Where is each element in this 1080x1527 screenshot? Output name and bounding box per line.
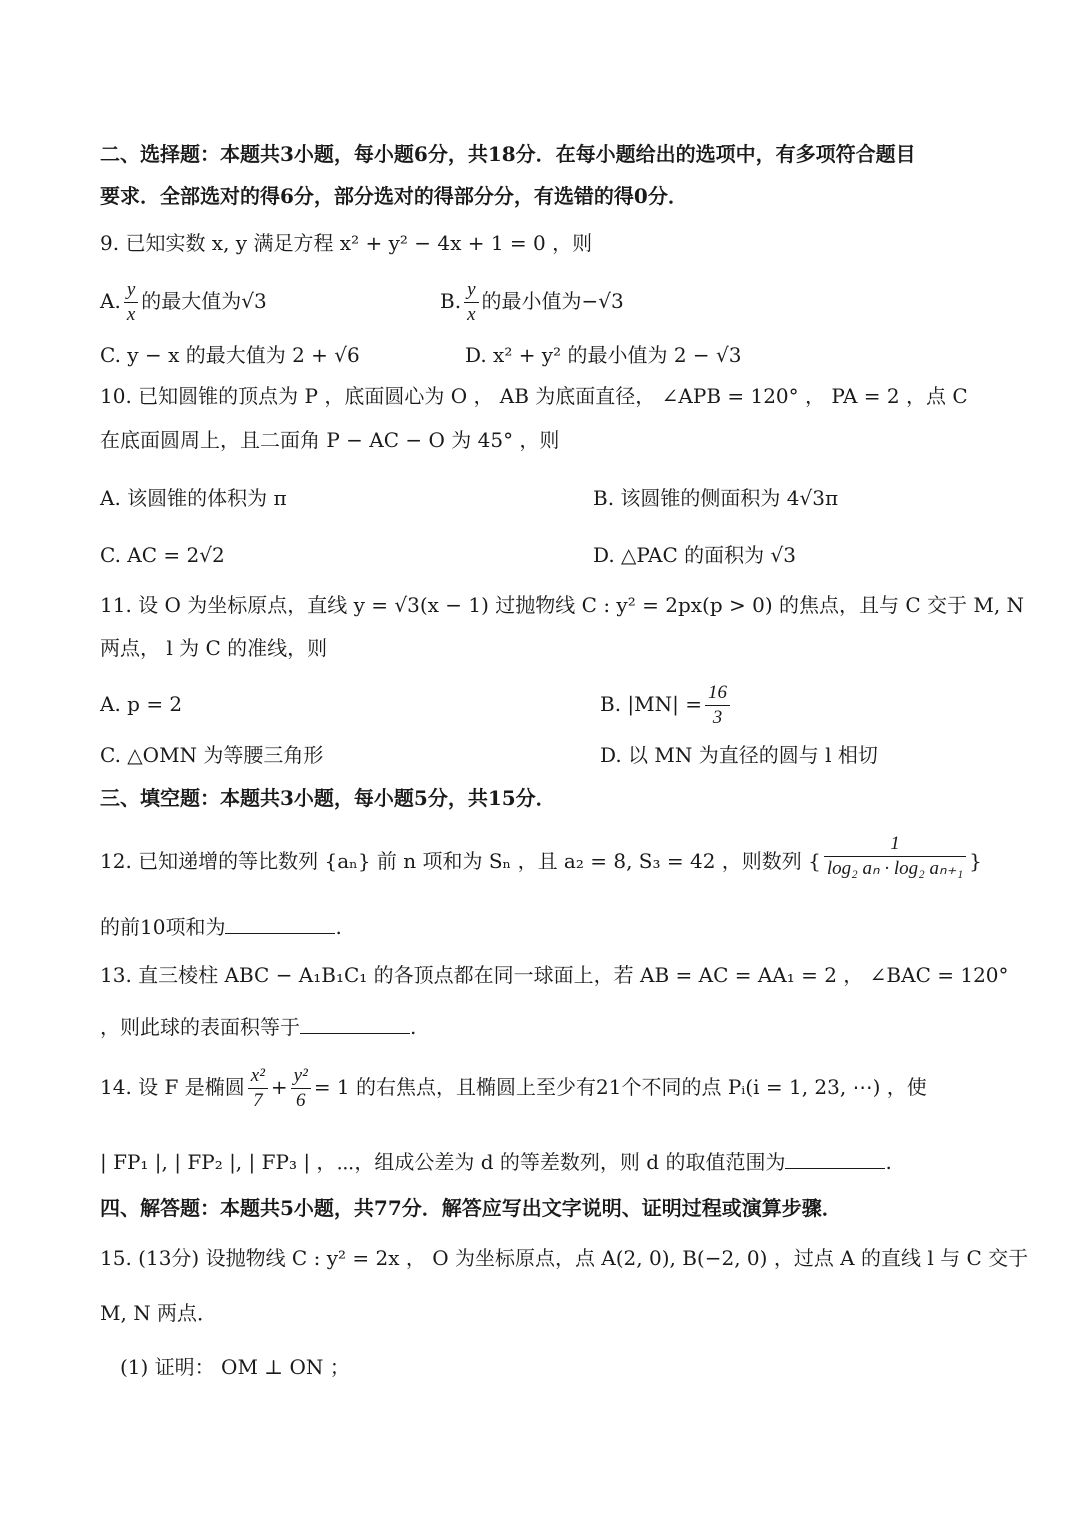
q9-option-c: C. y − x 的最大值为 2 + √6: [100, 343, 360, 367]
q9-option-d: D. x² + y² 的最小值为 2 − √3: [465, 343, 742, 367]
q12-stem-line2-text: 的前10项和为: [100, 915, 226, 939]
q14-fraction-x-denominator: 7: [248, 1088, 268, 1111]
q11-option-d: D. 以 MN 为直径的圆与 l 相切: [600, 743, 878, 767]
q9-option-b-prefix: B.: [440, 288, 462, 313]
q9-option-a-denominator: x: [124, 302, 138, 325]
q9-option-b-denominator: x: [464, 302, 478, 325]
q14-ellipse-fraction-y: [291, 1066, 311, 1111]
q15-stem-line2: M, N 两点．: [100, 1301, 218, 1325]
q9-option-a-prefix: A.: [100, 288, 121, 313]
q9-option-a-fraction: [124, 280, 138, 325]
section-3-heading: 三、填空题：本题共3小题，每小题5分，共15分．: [100, 786, 556, 810]
q14-stem-line2-text: | FP₁ |, | FP₂ |, | FP₃ | ，⋯，组成公差为 d 的等差数列，则 d 的取值范围为: [100, 1150, 786, 1174]
q9-option-b-numerator: y: [467, 279, 476, 300]
q15-stem-line1: 15. (13分) 设抛物线 C : y² = 2x ， O 为坐标原点，点 A(2, 0), B(−2, 0) ，过点 A 的直线 l 与 C 交于: [100, 1246, 1029, 1270]
q14-fraction-y-numerator: y²: [293, 1065, 308, 1086]
q11-option-b-denominator: 3: [705, 705, 730, 728]
q13-answer-blank: [300, 1015, 410, 1034]
section-2-heading-line1: 二、选择题：本题共3小题，每小题6分，共18分．在每小题给出的选项中，有多项符合题目: [100, 142, 916, 166]
q11-stem-line1: 11. 设 O 为坐标原点，直线 y = √3(x − 1) 过抛物线 C : y² = 2px(p > 0) 的焦点，且与 C 交于 M, N: [100, 593, 1025, 617]
q9-option-b: [440, 280, 624, 325]
q14-fraction-x-numerator: x²: [250, 1065, 265, 1086]
q12-sequence: { $\frac{1}{\text{log₂ aₙ · log₂ aₙ₊₁}}$ }: [808, 833, 982, 879]
q14-end-mark: .: [885, 1150, 892, 1174]
q9-option-b-text: 的最小值为−√3: [481, 288, 624, 313]
q9-stem: 9. 已知实数 x, y 满足方程 x² + y² − 4x + 1 = 0 ，则: [100, 231, 593, 255]
q14-fraction-y-denominator: 6: [291, 1088, 311, 1111]
q14-plus-sign: +: [270, 1074, 288, 1099]
q11-option-b-prefix: B. |MN| =: [600, 691, 702, 716]
q14-ellipse-fraction-x: [248, 1066, 268, 1111]
q14-stem-post: = 1 的右焦点，且椭圆上至少有21个不同的点 Pᵢ(i = 1, 23, ⋯) ，使: [313, 1074, 927, 1099]
q9-option-a: [100, 280, 267, 325]
q11-option-b-fraction: [705, 683, 730, 728]
q11-stem-line2: 两点， l 为 C 的准线，则: [100, 636, 328, 660]
q12-sequence-fraction: [824, 834, 966, 879]
q11-option-a: A. p = 2: [100, 692, 183, 716]
section-4-heading: 四、解答题：本题共5小题，共77分．解答应写出文字说明、证明过程或演算步骤．: [100, 1196, 842, 1220]
q13-stem-line2-text: ，则此球的表面积等于: [100, 1015, 300, 1039]
q10-stem-line2: 在底面圆周上，且二面角 P − AC − O 为 45° ，则: [100, 428, 560, 452]
q10-option-b: B. 该圆锥的侧面积为 4√3π: [593, 486, 839, 510]
q12-sequence-denominator: log₂ aₙ · log₂ aₙ₊₁: [824, 856, 966, 879]
q12-answer-blank: [225, 915, 335, 934]
q14-stem-pre: 14. 设 F 是椭圆: [100, 1074, 245, 1099]
q9-option-a-text: 的最大值为√3: [141, 288, 267, 313]
q12-end-mark: .: [335, 915, 342, 939]
q9-option-a-numerator: y: [126, 279, 136, 300]
q12-sequence-numerator: 1: [890, 833, 900, 854]
q12-stem-line2: [100, 915, 342, 937]
q9-option-b-fraction: [464, 280, 478, 325]
q14-answer-blank: [785, 1150, 885, 1169]
q13-end-mark: .: [410, 1015, 417, 1039]
q13-stem-line2: [100, 1015, 416, 1037]
q11-option-b-numerator: 16: [707, 682, 727, 703]
q11-option-b: [600, 683, 733, 728]
q14-stem-line1: [100, 1066, 927, 1111]
q10-option-a: A. 该圆锥的体积为 π: [100, 486, 287, 510]
q12-stem-line1: [100, 833, 982, 885]
q11-option-c: C. △OMN 为等腰三角形: [100, 743, 324, 767]
q15-part1: (1) 证明： OM ⊥ ON ；: [120, 1355, 350, 1379]
q12-stem-text: 12. 已知递增的等比数列 {aₙ} 前 n 项和为 Sₙ ，且 a₂ = 8, S₃ = 42 ，则数列: [100, 848, 802, 873]
q10-option-d: D. △PAC 的面积为 √3: [593, 543, 796, 567]
q14-stem-line2: [100, 1150, 892, 1172]
q13-stem-line1: 13. 直三棱柱 ABC − A₁B₁C₁ 的各顶点都在同一球面上，若 AB = AC = AA₁ = 2 ， ∠BAC = 120°: [100, 963, 1009, 987]
q10-stem-line1: 10. 已知圆锥的顶点为 P ，底面圆心为 O ， AB 为底面直径， ∠APB = 120° ， PA = 2 ，点 C: [100, 384, 968, 408]
section-2-heading-line2: 要求．全部选对的得6分，部分选对的得部分分，有选错的得0分．: [100, 184, 688, 208]
q10-option-c: C. AC = 2√2: [100, 543, 225, 567]
